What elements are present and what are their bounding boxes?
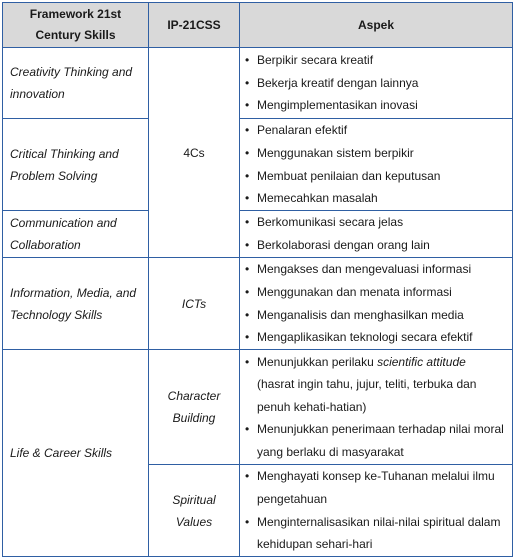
aspects-ict <box>240 258 513 350</box>
aspect-emphasis: scientific attitude <box>377 354 466 369</box>
aspects-character <box>240 350 513 465</box>
list-item: • Menggunakan sistem berpikir <box>240 142 506 165</box>
list-item <box>240 351 506 419</box>
list-item: • Menganalisis dan menghasilkan media <box>240 304 506 327</box>
table-row-communication <box>3 211 513 258</box>
aspect-text: Menunjukkan perilaku <box>257 354 378 369</box>
ip-icts: ICTs <box>149 258 240 350</box>
list-item: • Menunjukkan penerimaan terhadap nilai moral yang berlaku di masyarakat <box>240 418 506 463</box>
header-ip-21css: IP-21CSS <box>149 3 240 48</box>
skill-communication: Communication and Collaboration <box>3 211 149 258</box>
list-item: • Mengimplementasikan inovasi <box>240 94 506 117</box>
aspects-critical <box>240 119 513 211</box>
header-framework: Framework 21st Century Skills <box>3 3 149 48</box>
table-row-ict <box>3 258 513 350</box>
list-item: • Menghayati konsep ke-Tuhanan melalui ilmu pengetahuan <box>240 465 506 510</box>
ip-spiritual-values: Spiritual Values <box>149 465 240 557</box>
table-row-critical <box>3 119 513 211</box>
skill-life-career: Life & Career Skills <box>3 350 149 557</box>
skill-critical: Critical Thinking and Problem Solving <box>3 119 149 211</box>
list-item: • Penalaran efektif <box>240 119 506 142</box>
header-aspek: Aspek <box>240 3 513 48</box>
ip-4cs: 4Cs <box>149 48 240 258</box>
aspect-text: (hasrat ingin tahu, jujur, teliti, terbuka dan penuh kehati-hatian) <box>257 377 477 414</box>
skill-ict: Information, Media, and Technology Skills <box>3 258 149 350</box>
list-item: • Menginternalisasikan nilai-nilai spiritual dalam kehidupan sehari-hari <box>240 511 506 556</box>
framework-table <box>2 2 513 557</box>
aspects-creativity <box>240 48 513 119</box>
list-item: • Mengaplikasikan teknologi secara efektif <box>240 326 506 349</box>
list-item: • Memecahkan masalah <box>240 187 506 210</box>
skill-creativity: Creativity Thinking and innovation <box>3 48 149 119</box>
list-item: • Bekerja kreatif dengan lainnya <box>240 72 506 95</box>
list-item: • Berpikir secara kreatif <box>240 49 506 72</box>
table-row-creativity <box>3 48 513 119</box>
list-item: • Membuat penilaian dan keputusan <box>240 165 506 188</box>
aspects-communication <box>240 211 513 258</box>
list-item: • Berkolaborasi dengan orang lain <box>240 234 506 257</box>
list-item: • Berkomunikasi secara jelas <box>240 211 506 234</box>
list-item: • Menggunakan dan menata informasi <box>240 281 506 304</box>
ip-character-building: Character Building <box>149 350 240 465</box>
list-item: • Mengakses dan mengevaluasi informasi <box>240 258 506 281</box>
aspects-spiritual <box>240 465 513 557</box>
table-row-character <box>3 350 513 465</box>
